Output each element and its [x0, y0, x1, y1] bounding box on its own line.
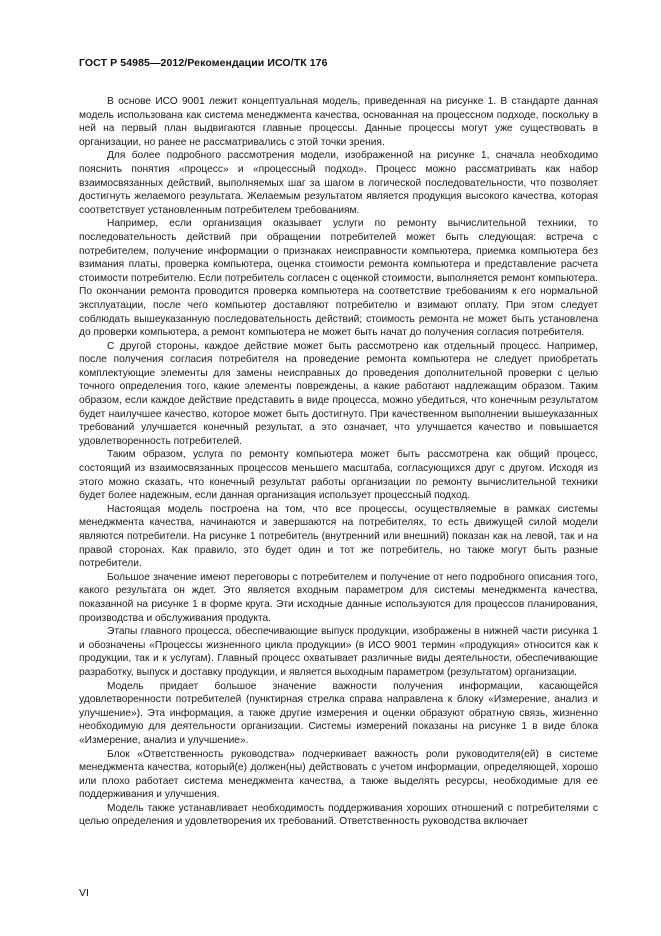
page-number: VI	[79, 887, 89, 899]
paragraph: Модель также устанавливает необходимость поддерживания хороших отношений с потребителями с целью определения и удовлетворения их требований. Ответственность руководства включает	[79, 802, 598, 828]
body-text	[79, 95, 598, 829]
paragraph: Большое значение имеют переговоры с потребителем и получение от него подробного описания того, какого результата он ждет. Это является входным параметром для системы менеджмента качества, показанной на рисунке 1 в форме круга. Эти исходные данные используются для процессов планирования, производства и обслуживания продукта.	[79, 571, 598, 624]
paragraph: Например, если организация оказывает услуги по ремонту вычислительной техники, то последовательность действий при обращении потребителей может быть следующая: встреча с потребителем, получение информации о признаках неисправности компьютера, приемка компьютера без взимания платы, проверка компьютера, оценка стоимости ремонта компьютера и представление расчета стоимости потребителю. Если потребитель согласен с оценкой стоимости, выполняется ремонт компьютера. По окончании ремонта проводится проверка компьютера на соответствие требованиям к его нормальной эксплуатации, после чего компьютер доставляют потребителю и взимают оплату. При этом следует соблюдать вышеуказанную последовательность действий; стоимость ремонта не может быть установлена до проверки компьютера, а ремонт компьютера не может быть начат до получения согласия потребителя.	[79, 218, 598, 339]
paragraph: Для более подробного рассмотрения модели, изображенной на рисунке 1, сначала необходимо пояснить понятия «процесс» и «процессный подход». Процесс можно рассматривать как набор взаимосвязанных действий, выполняемых шаг за шагом в логической последовательности, что позволяет достигнуть желаемого результата. Желаемым результатом является продукция высокого качества, которая соответствует установленным потребителем требованиям.	[79, 150, 598, 216]
paragraph: Настоящая модель построена на том, что все процессы, осуществляемые в рамках системы менеджмента качества, начинаются и завершаются на потребителях, то есть движущей силой модели являются потребители. На рисунке 1 потребитель (внутренний или внешний) показан как на левой, так и на правой сторонах. Как правило, это будет один и тот же потребитель, но также могут быть разные потребители.	[79, 503, 598, 570]
paragraph: Блок «Ответственность руководства» подчеркивает важность роли руководителя(ей) в системе менеджмента качества, который(е) должен(ны) действовать с учетом информации, определяющей, хорошо или плохо работает система менеджмента качества, а также выделять ресурсы, необходимые для ее поддерживания и улучшения.	[79, 748, 598, 801]
paragraph: С другой стороны, каждое действие может быть рассмотрено как отдельный процесс. Например, после получения согласия потребителя на проведение ремонта компьютера не следует приобретать комплектующие элементы для замены неисправных до проведения дополнительной проверки с целью точного определения того, какие элементы повреждены, а какие работают надлежащим образом. Таким образом, если каждое действие представить в виде процесса, можно убедиться, что конечным результатом будет наилучшее качество, которое может быть достигнуто. При качественном выполнении вышеуказанных требований улучшается конечный результат, а это означает, что улучшается качество и повышается удовлетворенность потребителей.	[79, 340, 598, 447]
document-header: ГОСТ Р 54985—2012/Рекомендации ИСО/ТК 176	[79, 57, 328, 69]
paragraph: Этапы главного процесса, обеспечивающие выпуск продукции, изображены в нижней части рисунка 1 и обозначены «Процессы жизненного цикла продукции» (в ИСО 9001 термин «продукция» относится как к продукции, так и к услугам). Главный процесс охватывает различные виды деятельности, обеспечивающие разработку, выпуск и доставку продукции, и является выходным параметром (результатом) организации.	[79, 626, 598, 678]
paragraph: Модель придает большое значение важности получения информации, касающейся удовлетворенности потребителей (пунктирная стрелка справа направлена к блоку «Измерение, анализ и улучшение»). Эта информация, а также другие измерения и оценки образуют обратную связь, жизненно необходимую для деятельности организации. Системы измерений показаны на рисунке 1 в виде блока «Измерение, анализ и улучшение».	[79, 680, 598, 746]
paragraph: В основе ИСО 9001 лежит концептуальная модель, приведенная на рисунке 1. В стандарте данная модель использована как система менеджмента качества, основанная на процессном подходе, поскольку в ней на первый план выдвигаются главные процессы. Данные процессы могут уже существовать в организации, но ранее не рассматривались с этой точки зрения.	[79, 96, 598, 148]
paragraph: Таким образом, услуга по ремонту компьютера может быть рассмотрена как общий процесс, состоящий из взаимосвязанных процессов меньшего масштаба, согласующихся друг с другом. Исходя из этого можно сказать, что конечный результат работы организации по ремонту вычислительной техники будет более надежным, если данная организация использует процессный подход.	[79, 449, 598, 502]
